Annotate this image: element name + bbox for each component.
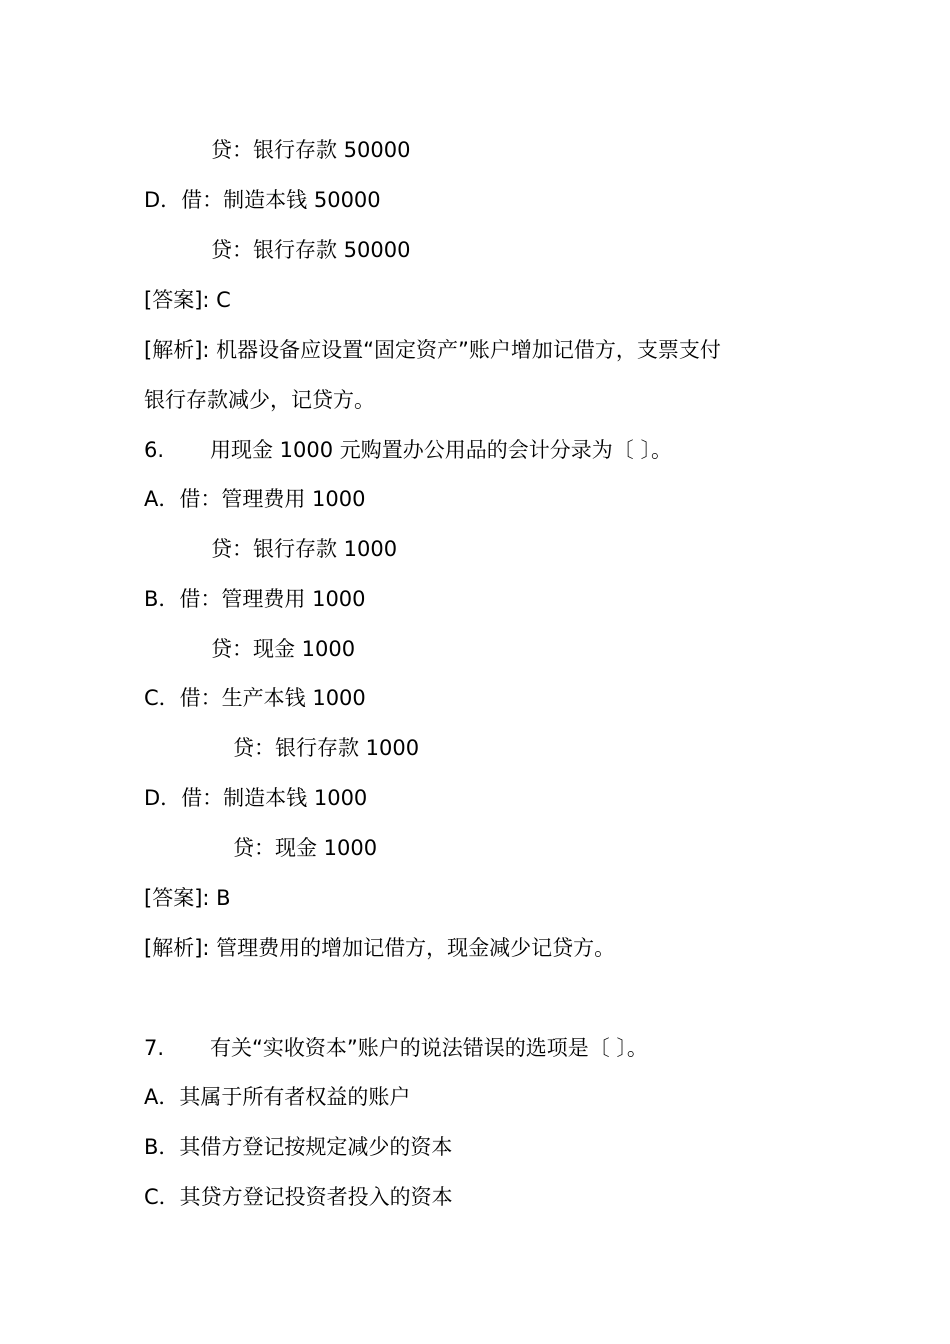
option-d: D．借：制造本钱 50000: [144, 188, 381, 212]
credit-line: 贷：现金 1000: [233, 836, 378, 860]
answer-line: [答案]: C: [144, 288, 231, 312]
credit-line: 贷：银行存款 50000: [211, 238, 411, 262]
credit-line: 贷：现金 1000: [211, 637, 356, 661]
question-number: 7.: [144, 1036, 165, 1060]
credit-line: 贷：银行存款 50000: [211, 138, 411, 162]
explanation-line: [解析]: 机器设备应设置“固定资产”账户增加记借方，支票支付: [144, 338, 721, 362]
option-c: C．其贷方登记投资者投入的资本: [144, 1185, 453, 1209]
explanation-continuation: 银行存款减少，记贷方。: [144, 388, 375, 412]
option-b: B．其借方登记按规定减少的资本: [144, 1135, 453, 1159]
answer-line: [答案]: B: [144, 886, 231, 910]
explanation-line: [解析]: 管理费用的增加记借方，现金减少记贷方。: [144, 936, 616, 960]
option-a: A．借：管理费用 1000: [144, 487, 366, 511]
question-7: [144, 1038, 648, 1059]
option-c: C．借：生产本钱 1000: [144, 686, 366, 710]
question-number: 6.: [144, 438, 165, 462]
option-a: A．其属于所有者权益的账户: [144, 1085, 411, 1109]
question-text: 用现金 1000 元购置办公用品的会计分录为〔 〕。: [210, 438, 672, 462]
option-b: B．借：管理费用 1000: [144, 587, 366, 611]
question-text: 有关“实收资本”账户的说法错误的选项是〔 〕。: [210, 1036, 648, 1060]
credit-line: 贷：银行存款 1000: [211, 537, 398, 561]
option-d: D．借：制造本钱 1000: [144, 786, 368, 810]
question-6: [144, 440, 672, 461]
credit-line: 贷：银行存款 1000: [233, 736, 420, 760]
